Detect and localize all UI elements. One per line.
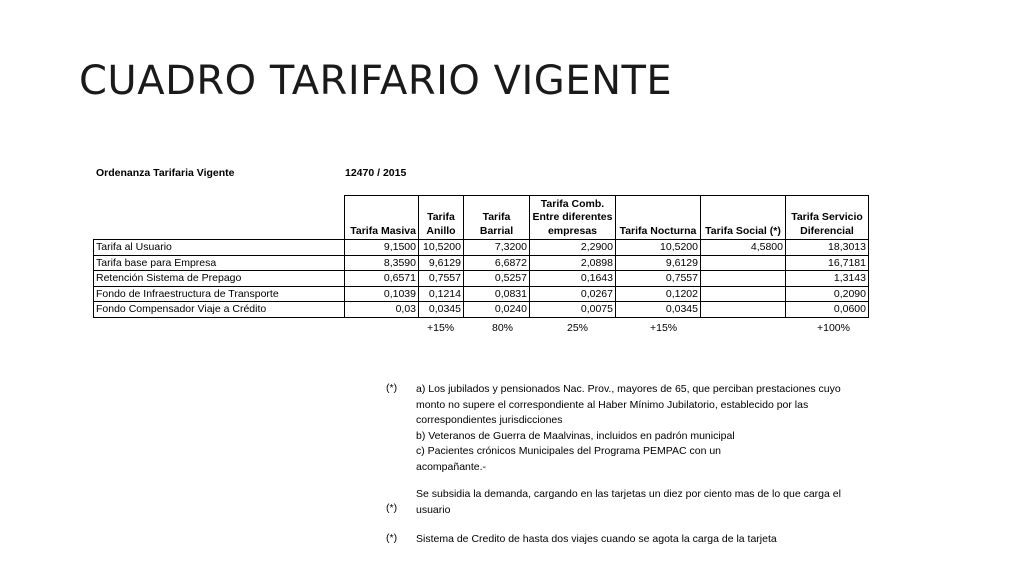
table-row <box>94 240 869 256</box>
note-mark-diferencial: (*) <box>386 502 398 514</box>
note-mark-social: (*) <box>386 382 398 394</box>
note-social <box>416 382 856 475</box>
cell-value: 0,0345 <box>616 302 701 318</box>
cell-value <box>701 302 786 318</box>
header-tarifa-diferencial: Tarifa Servicio Diferencial <box>786 196 869 240</box>
cell-value: 0,0267 <box>530 286 616 302</box>
ordinance-label: Ordenanza Tarifaria Vigente <box>96 167 235 179</box>
cell-value: 0,0831 <box>464 286 530 302</box>
percentage-nocturna: +15% <box>650 322 678 334</box>
table-header-row <box>94 196 869 240</box>
cell-value: 0,0345 <box>419 302 464 318</box>
row-label: Tarifa al Usuario <box>94 240 345 256</box>
row-label: Retención Sistema de Prepago <box>94 271 345 287</box>
cell-value: 0,7557 <box>616 271 701 287</box>
cell-value: 9,6129 <box>616 255 701 271</box>
cell-value: 0,5257 <box>464 271 530 287</box>
note-line: a) Los jubilados y pensionados Nac. Prov., mayores de 65, que perciban prestaciones cuyo monto no supere el correspondiente al Haber Mínimo Jubilatorio, establecido por las correspondientes jurisdicciones <box>416 383 841 426</box>
cell-value: 0,1039 <box>345 286 419 302</box>
cell-value: 0,2090 <box>786 286 869 302</box>
cell-value: 18,3013 <box>786 240 869 256</box>
note-line: Sistema de Credito de hasta dos viajes cuando se agota la carga de la tarjeta <box>416 533 777 545</box>
percentage-barrial: 80% <box>492 322 514 334</box>
cell-value: 6,6872 <box>464 255 530 271</box>
cell-value: 8,3590 <box>345 255 419 271</box>
cell-value: 0,1643 <box>530 271 616 287</box>
page-title: CUADRO TARIFARIO VIGENTE <box>79 58 673 104</box>
cell-value: 0,03 <box>345 302 419 318</box>
header-tarifa-masiva: Tarifa Masiva <box>345 196 419 240</box>
cell-value: 0,0240 <box>464 302 530 318</box>
cell-value: 0,7557 <box>419 271 464 287</box>
header-tarifa-anillo: Tarifa Anillo <box>419 196 464 240</box>
cell-value: 0,0600 <box>786 302 869 318</box>
row-label: Tarifa base para Empresa <box>94 255 345 271</box>
cell-value: 10,5200 <box>616 240 701 256</box>
table-row <box>94 302 869 318</box>
table-row <box>94 286 869 302</box>
note-credito <box>416 532 856 548</box>
percentage-anillo: +15% <box>427 322 455 334</box>
cell-value: 16,7181 <box>786 255 869 271</box>
cell-value: 2,0898 <box>530 255 616 271</box>
note-line: Se subsidia la demanda, cargando en las tarjetas un diez por ciento mas de lo que carga el usuario <box>416 488 841 516</box>
cell-value: 0,1202 <box>616 286 701 302</box>
header-tarifa-combinada: Tarifa Comb. Entre diferentes empresas <box>530 196 616 240</box>
header-tarifa-social: Tarifa Social (*) <box>701 196 786 240</box>
percentage-combinada: 25% <box>567 322 589 334</box>
cell-value: 2,2900 <box>530 240 616 256</box>
cell-value <box>701 255 786 271</box>
header-tarifa-barrial: Tarifa Barrial <box>464 196 530 240</box>
cell-value: 7,3200 <box>464 240 530 256</box>
cell-value <box>701 286 786 302</box>
header-empty <box>94 196 345 240</box>
table-row <box>94 255 869 271</box>
cell-value: 1,3143 <box>786 271 869 287</box>
cell-value <box>701 271 786 287</box>
note-line: c) Pacientes crónicos Municipales del Programa PEMPAC con un acompañante.- <box>416 445 722 473</box>
cell-value: 0,0075 <box>530 302 616 318</box>
note-mark-credito: (*) <box>386 532 398 544</box>
cell-value: 0,1214 <box>419 286 464 302</box>
cell-value: 4,5800 <box>701 240 786 256</box>
note-diferencial <box>416 487 856 518</box>
tariff-table <box>93 195 869 318</box>
note-line: b) Veteranos de Guerra de Maalvinas, incluidos en padrón municipal <box>416 429 735 442</box>
cell-value: 0,6571 <box>345 271 419 287</box>
cell-value: 10,5200 <box>419 240 464 256</box>
row-label: Fondo de Infraestructura de Transporte <box>94 286 345 302</box>
header-tarifa-nocturna: Tarifa Nocturna <box>616 196 701 240</box>
cell-value: 9,1500 <box>345 240 419 256</box>
row-label: Fondo Compensador Viaje a Crédito <box>94 302 345 318</box>
table-row <box>94 271 869 287</box>
cell-value: 9,6129 <box>419 255 464 271</box>
percentage-diferencial: +100% <box>817 322 850 334</box>
ordinance-number: 12470 / 2015 <box>345 167 407 179</box>
